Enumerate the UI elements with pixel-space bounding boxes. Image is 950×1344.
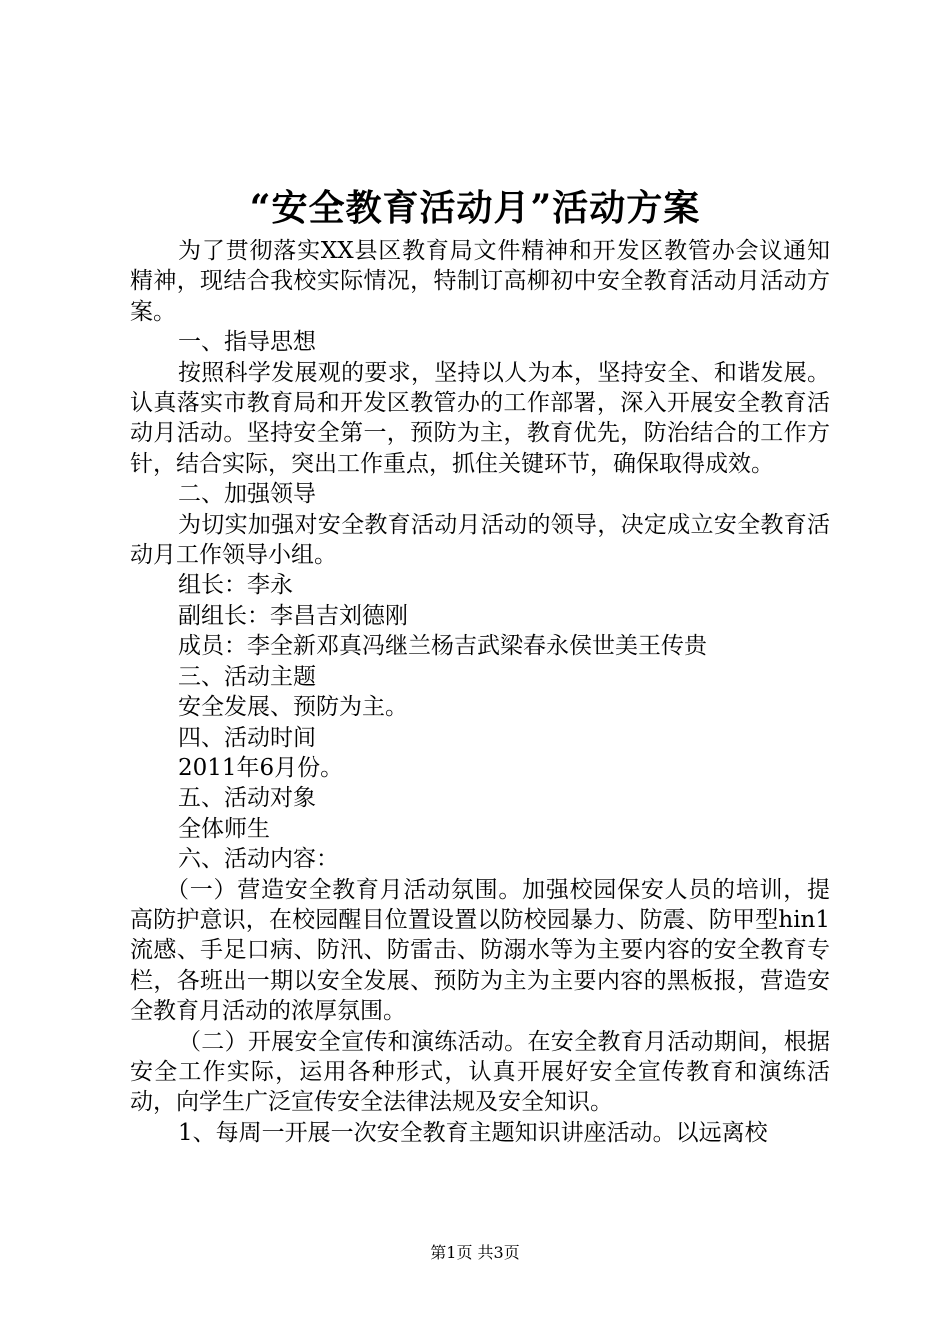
document-title: “安全教育活动月”活动方案 xyxy=(249,187,701,229)
paragraph-theme: 安全发展、预防为主。 xyxy=(178,694,408,721)
document-body xyxy=(130,236,830,1148)
paragraph-guiding-thought: 按照科学发展观的要求，坚持以人为本，坚持安全、和谐发展。认真落实市教育局和开发区教管办的工作部署，深入开展安全教育活动月活动。坚持安全第一，预防为主，教育优先，防治结合的工作方针，结合实际，突出工作重点，抓住关键环节，确保取得成效。 xyxy=(130,359,830,477)
deputy-leader-line: 副组长：李昌吉刘德刚 xyxy=(178,602,408,629)
paragraph-content-3: 1、每周一开展一次安全教育主题知识讲座活动。以远离校 xyxy=(178,1119,768,1146)
heading-guiding-thought: 一、指导思想 xyxy=(178,329,316,356)
page-footer: 第1页 共3页 xyxy=(430,1243,520,1262)
members-line: 成员：李全新邓真冯继兰杨吉武梁春永侯世美王传贵 xyxy=(178,633,707,660)
paragraph-audience: 全体师生 xyxy=(178,815,270,842)
heading-time: 四、活动时间 xyxy=(178,724,316,751)
heading-audience: 五、活动对象 xyxy=(178,785,316,812)
heading-theme: 三、活动主题 xyxy=(178,663,316,690)
leader-line: 组长：李永 xyxy=(178,572,293,599)
heading-leadership: 二、加强领导 xyxy=(178,481,316,508)
paragraph-time: 2011年6月份。 xyxy=(178,754,344,781)
paragraph-leadership: 为切实加强对安全教育活动月活动的领导，决定成立安全教育活动月工作领导小组。 xyxy=(130,511,830,569)
paragraph-content-1: （一）营造安全教育月活动氛围。加强校园保安人员的培训，提高防护意识，在校园醒目位置设置以防校园暴力、防震、防甲型hin1流感、手足口病、防汛、防雷击、防溺水等为主要内容的安全教育专栏，各班出一期以安全发展、预防为主为主要内容的黑板报，营造安全教育月活动的浓厚氛围。 xyxy=(130,876,830,1025)
heading-content: 六、活动内容： xyxy=(178,846,339,873)
paragraph-content-2: （二）开展安全宣传和演练活动。在安全教育月活动期间，根据安全工作实际，运用各种形式，认真开展好安全宣传教育和演练活动，向学生广泛宣传安全法律法规及安全知识。 xyxy=(130,1028,830,1116)
paragraph-intro: 为了贯彻落实XX县区教育局文件精神和开发区教管办会议通知精神，现结合我校实际情况，特制订高柳初中安全教育活动月活动方案。 xyxy=(130,238,830,325)
